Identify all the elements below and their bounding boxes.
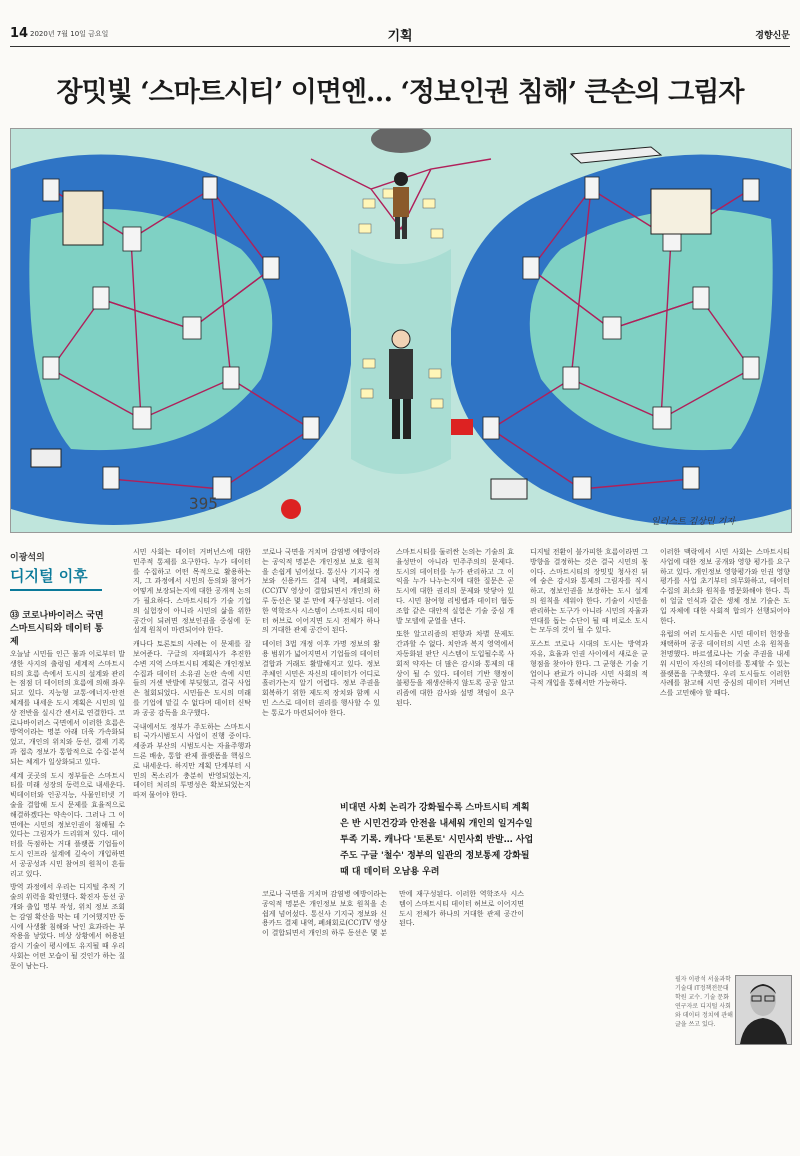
page-number: 14 (10, 26, 29, 41)
author-bio: 필자 이광석 서울과학기술대 IT정책전문대학원 교수. 기술 문화 연구자로 디지털 사회와 데이터 정치에 관해 글을 쓰고 있다. (675, 976, 733, 1028)
column-author: 이광석의 (10, 553, 45, 563)
body-column-4 (396, 548, 514, 783)
body-paragraph: 시민 사회는 데이터 거버넌스에 대한 민주적 통제를 요구한다. 누가 데이터를 수집하고 어떤 목적으로 활용하는지, 그 과정에서 시민의 동의와 참여가 어떻게 보장되는지에 대한 공개적 논의가 필요하다. 스마트시티가 기술 기업의 실험장이 아니라 시민의 삶을 위한 공간이 되려면 정보인권을 중심에 둔 설계 원칙이 마련되어야 한다. (133, 548, 251, 635)
body-paragraph: 오늘날 시민들 인근 물과 이로부터 발생한 사지의 출렁임 세계적 스마트시티의 흐름 속에서 도시의 설계와 관리는 점점 더 데이터의 흐름에 의해 좌우되고 있다. 지능형 교통·에너지·안전 체계를 내세운 도시 계획은 시민의 일상 전반을 실시간 센서로 연결한다. 코로나바이러스 국면에서 이러한 흐름은 방역이라는 명분 아래 더욱 가속화되었고, 개인의 위치와 동선, 결제 기록과 접촉 정보가 통합적으로 수집·분석되는 체계가 일상화되고 있다. (10, 650, 125, 766)
body-paragraph: 코로나 국면을 거치며 감염병 예방이라는 공익적 명분은 개인정보 보호 원칙을 손쉽게 넘어섰다. 통신사 기지국 정보와 신용카드 결제 내역, 폐쇄회로(CC)TV 영상이 결합되면서 개인의 하루 동선은 몇 분 만에 재구성된다. 이러한 역학조사 시스템이 스마트시티 데이터 허브로 이어지면 도시 전체가 하나의 거대한 관제 공간이 된다. (262, 890, 524, 938)
body-column-lower (262, 890, 524, 1150)
body-column-6 (660, 548, 790, 958)
body-paragraph: 코로나 국면을 거치며 감염병 예방이라는 공익적 명분은 개인정보 보호 원칙을 손쉽게 넘어섰다. 통신사 기지국 정보와 신용카드 결제 내역, 폐쇄회로(CC)TV 영상이 결합되면서 개인의 하루 동선은 몇 분 만에 재구성된다. 이러한 역학조사 시스템이 스마트시티 데이터 허브로 이어지면 도시 전체가 하나의 거대한 관제 공간이 된다. (262, 548, 380, 635)
body-paragraph: 스마트시티를 둘러싼 논의는 기술의 효율성만이 아니라 민주주의의 문제다. 도시의 데이터를 누가 관리하고 그 이익을 누가 나누는지에 대한 질문은 곧 도시에 대한 권리의 문제와 맞닿아 있다. 시민 참여형 리빙랩과 데이터 협동조합 같은 대안적 실험은 기술 중심 개발 모델에 균열을 낸다. (396, 548, 514, 625)
issue-date: 2020년 7월 10일 금요일 (30, 30, 109, 38)
column-header (10, 550, 102, 591)
body-paragraph: 포스트 코로나 시대의 도시는 방역과 자유, 효율과 인권 사이에서 새로운 균형점을 찾아야 한다. 그 균형은 기술 기업이나 관료가 아니라 시민 사회의 적극적 개입을 통해서만 가능하다. (530, 640, 648, 688)
body-column-2 (133, 548, 251, 1150)
column-rule (10, 589, 102, 591)
page-header (10, 24, 790, 47)
body-column-3 (262, 548, 380, 783)
body-paragraph: 국내에서도 정부가 주도하는 스마트시티 국가시범도시 사업이 진행 중이다. 세종과 부산의 시범도시는 자율주행과 드론 배송, 통합 관제 플랫폼을 핵심으로 내세운다. 하지만 계획 단계부터 시민의 목소리가 충분히 반영되었는지, 데이터 처리의 투명성은 확보되었는지 따져 물어야 한다. (133, 722, 251, 800)
body-paragraph: 이러한 맥락에서 시민 사회는 스마트시티 사업에 대한 정보 공개와 영향 평가를 요구하고 있다. 개인정보 영향평가와 인권 영향평가를 사업 초기부터 의무화하고, 데이터 수집의 최소화 원칙을 명문화해야 한다. 특히 얼굴 인식과 같은 생체 정보 기술은 도입 자체에 대한 사회적 합의가 선행되어야 한다. (660, 548, 790, 625)
author-photo (735, 975, 792, 1045)
section-name: 기획 (387, 29, 413, 44)
column-subhead: ㉝ 코로나바이러스 국면 스마트시티와 데이터 통제 (10, 611, 104, 647)
masthead (755, 28, 790, 41)
pull-quote: 비대면 사회 논리가 강화될수록 스마트시티 계획은 반 시민건강과 안전을 내세워 개인의 일거수일투족 기록. 캐나다 '토론토' 시민사회 반발… 사업주도 구글 '철수' 정부의 일관의 정보통제 강화될 때 대 데이터 오남용 우려 (340, 803, 534, 877)
headline: 장밋빛 ‘스마트시티’ 이면엔… ‘정보인권 침해’ 큰손의 그림자 (56, 77, 744, 108)
column-title: 디지털 이후 (10, 567, 88, 585)
masthead-logo: 경향신문 (755, 31, 790, 41)
illustration-signature: 일러스트 김상민 기자 (651, 517, 735, 527)
body-paragraph: 캐나다 토론토의 사례는 이 문제를 잘 보여준다. 구글의 자매회사가 추진한 수변 지역 스마트시티 계획은 개인정보 수집과 데이터 소유권 논란 속에 시민들의 거센 반발에 부딪혔고, 결국 사업은 철회되었다. 시민들은 도시의 미래를 기업에 맡길 수 없다며 데이터 신탁과 공공 감독을 요구했다. (133, 640, 251, 717)
body-column-5 (530, 548, 648, 1150)
body-paragraph: 디지털 전환이 불가피한 흐름이라면 그 방향을 결정하는 것은 결국 시민의 몫이다. 스마트시티의 장밋빛 청사진 뒤에 숨은 감시와 통제의 그림자를 직시하고, 정보인권을 보장하는 도시 설계의 원칙을 세워야 한다. 기술이 시민을 관리하는 도구가 아니라 시민의 자율과 연대를 돕는 수단이 될 때 비로소 도시는 모두의 것이 될 수 있다. (530, 548, 648, 635)
body-paragraph: 방역 과정에서 우리는 디지털 추적 기술의 위력을 확인했다. 확진자 동선 공개와 출입 명부 작성, 위치 정보 조회는 감염 확산을 막는 데 기여했지만 동시에 사생활 침해와 낙인 효과라는 부작용을 낳았다. 비상 상황에서 허용된 감시 기술이 평시에도 유지될 때 우리 사회는 어떤 모습이 될 것인가 하는 질문이 남는다. (10, 883, 125, 970)
illustration (10, 128, 792, 533)
body-paragraph: 또한 알고리즘의 편향과 차별 문제도 간과할 수 없다. 치안과 복지 영역에서 자동화된 판단 시스템이 도입될수록 사회적 약자는 더 많은 감시와 통제의 대상이 될 수 있다. 데이터 기반 행정이 불평등을 재생산하지 않도록 공공 알고리즘에 대한 감사와 설명 책임이 요구된다. (396, 630, 514, 707)
illustration-sign-number: 395 (189, 494, 218, 513)
body-column-1 (10, 650, 125, 1150)
body-paragraph: 세계 곳곳의 도시 정부들은 스마트시티를 미래 성장의 동력으로 내세운다. 빅데이터와 인공지능, 사물인터넷 기술을 결합해 도시 문제를 효율적으로 해결하겠다는 약속이다. 그러나 그 이면에는 시민의 정보인권이 침해될 수 있다는 그림자가 드리워져 있다. 데이터를 독점하는 거대 플랫폼 기업들이 도시 인프라 설계에 깊숙이 개입하면서 공공성과 시민 참여의 원칙이 흔들리고 있다. (10, 771, 125, 878)
body-paragraph: 데이터 3법 개정 이후 가명 정보의 활용 범위가 넓어지면서 기업들의 데이터 결합과 거래도 활발해지고 있다. 정보 주체인 시민은 자신의 데이터가 어디로 흘러가는지 알기 어렵다. 정보 주권을 회복하기 위한 제도적 장치와 함께 시민 스스로 데이터 권리를 행사할 수 있는 통로가 마련되어야 한다. (262, 640, 380, 717)
body-paragraph: 유럽의 여러 도시들은 시민 데이터 헌장을 채택하며 공공 데이터의 시민 소유 원칙을 천명했다. 바르셀로나는 기술 주권을 내세워 시민이 자신의 데이터를 통제할 수 있는 플랫폼을 구축했다. 우리 도시들도 이러한 사례를 참고해 시민 중심의 데이터 거버넌스를 고민해야 할 때다. (660, 630, 790, 698)
illustration-art (11, 129, 791, 532)
